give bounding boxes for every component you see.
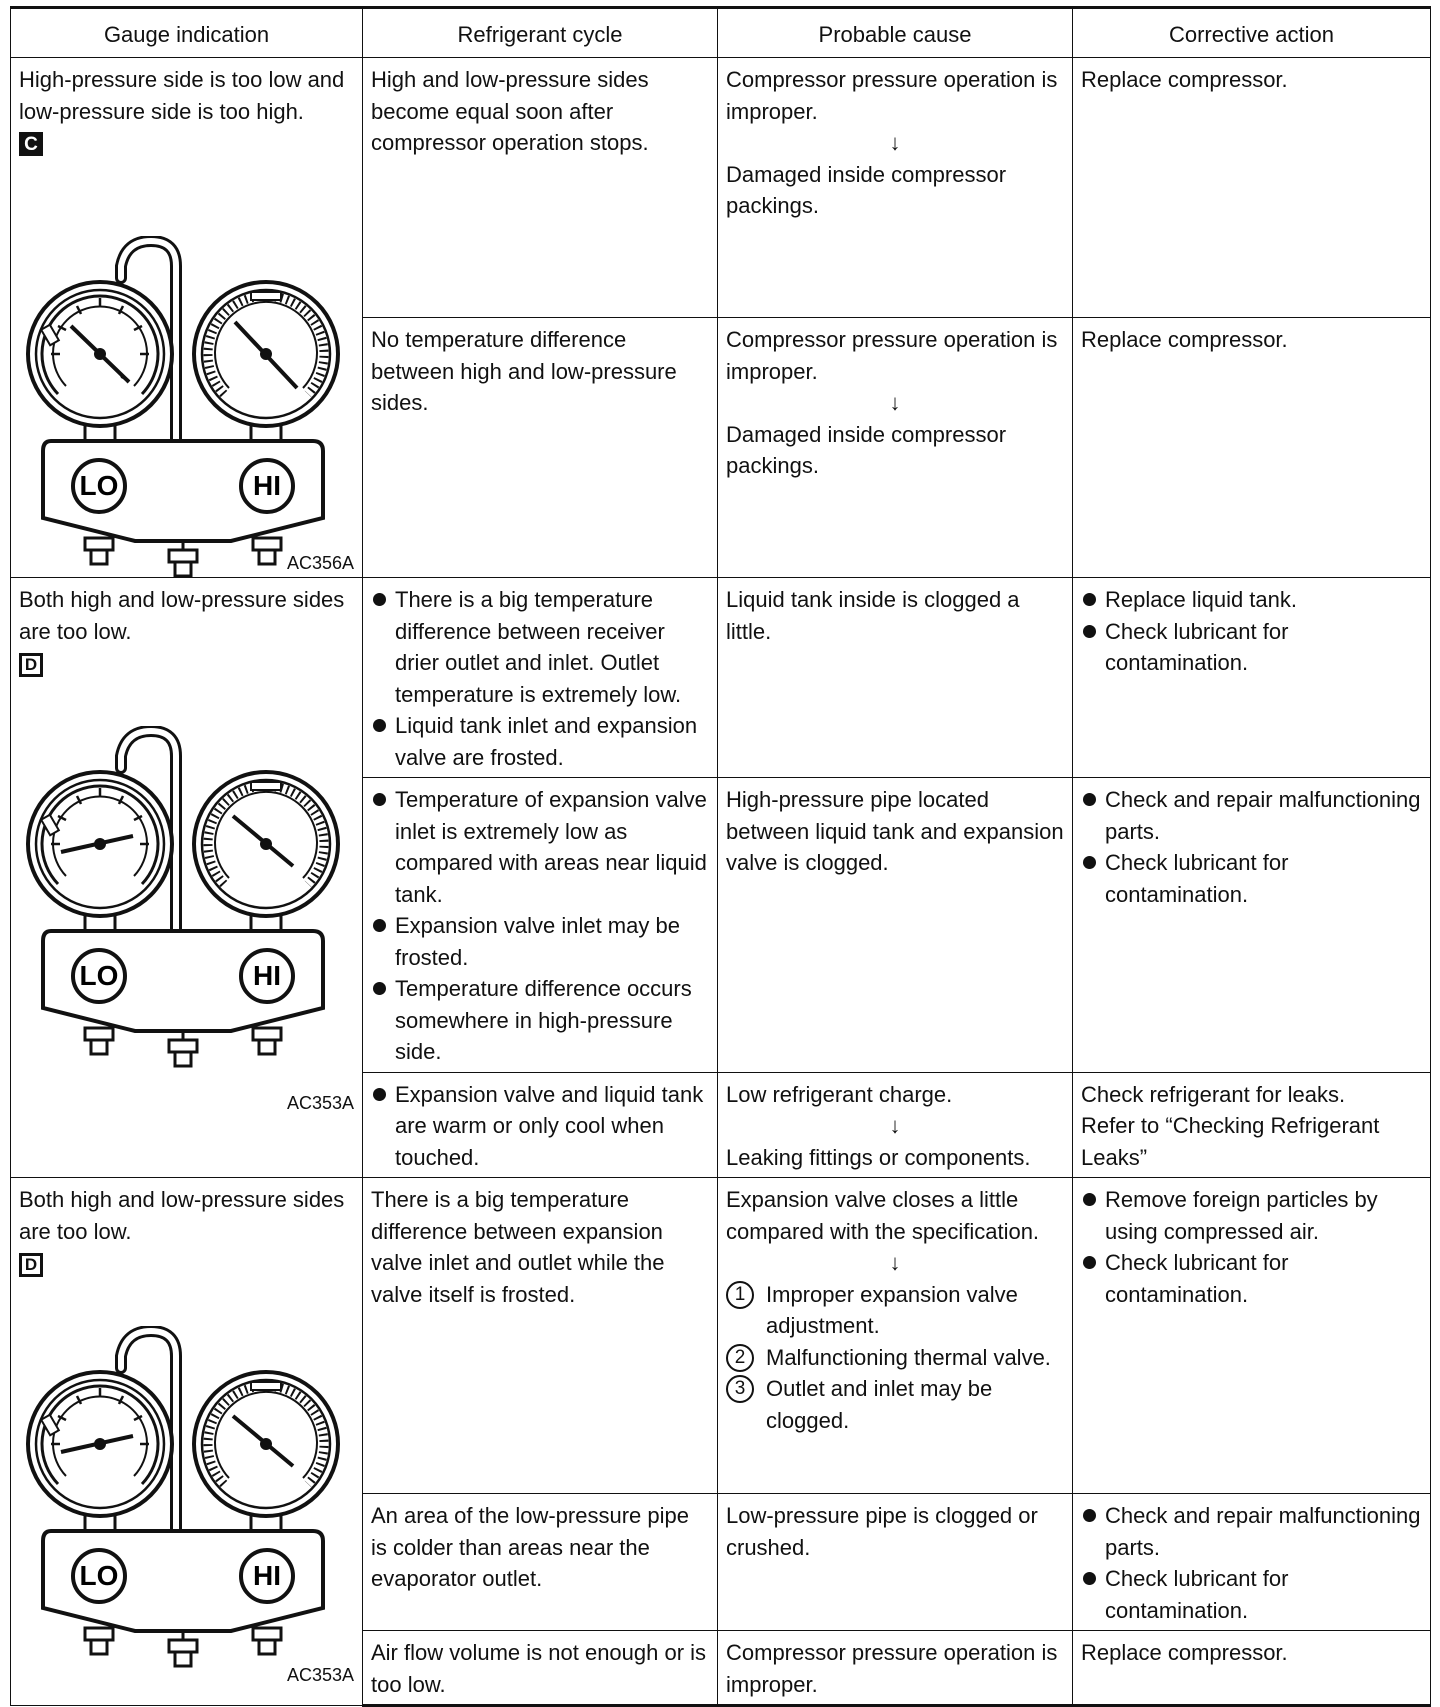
header-row xyxy=(11,8,1431,58)
gauge-indication-text: High-pressure side is too low and low-pressure side is too high. xyxy=(19,67,345,124)
cycle-cell xyxy=(363,778,718,1073)
gauge-manifold-icon xyxy=(21,726,345,1071)
cause-line: Compressor pressure operation is improper. xyxy=(726,327,1058,384)
list-item: Check and repair malfunctioning parts. xyxy=(1081,784,1422,847)
list-item xyxy=(726,1279,1064,1342)
cause-cell xyxy=(718,1072,1073,1178)
cause-cell xyxy=(718,58,1073,318)
cause-line: Damaged inside compressor packings. xyxy=(726,421,1007,478)
figure-code: AC353A xyxy=(286,1665,354,1685)
header-corrective-action: Corrective action xyxy=(1073,8,1431,58)
list-item xyxy=(726,1373,1064,1436)
gauge-indication-cell xyxy=(11,58,363,578)
cause-line: Low refrigerant charge. xyxy=(726,1081,953,1107)
down-arrow-icon: ↓ xyxy=(889,1113,901,1138)
header-probable-cause: Probable cause xyxy=(718,8,1073,58)
gauge-manifold-icon xyxy=(21,236,345,581)
list-item: Expansion valve and liquid tank are warm or only cool when touched. xyxy=(371,1079,709,1174)
action-cell: Replace compressor. xyxy=(1073,58,1431,318)
gauge-hi-label: HI xyxy=(253,960,281,991)
gauge-indication-text: Both high and low-pressure sides are too low. xyxy=(19,1187,345,1244)
table-row xyxy=(11,1178,1431,1494)
circled-number-icon: 1 xyxy=(726,1281,754,1309)
list-item: Check lubricant for contamination. xyxy=(1081,847,1422,910)
header-refrigerant-cycle: Refrigerant cycle xyxy=(363,8,718,58)
table-row xyxy=(11,58,1431,318)
gauge-hi-label: HI xyxy=(253,1560,281,1591)
action-cell xyxy=(1073,1494,1431,1631)
cycle-cell xyxy=(363,1072,718,1178)
gauge-lo-label: LO xyxy=(79,470,119,501)
troubleshooting-table xyxy=(10,6,1431,1707)
list-item: Liquid tank inlet and expansion valve are frosted. xyxy=(371,710,709,773)
figure-code: AC356A xyxy=(286,553,354,573)
gauge-indication-cell xyxy=(11,578,363,1178)
list-item: Replace liquid tank. xyxy=(1081,584,1422,616)
cause-line: Leaking fittings or components. xyxy=(726,1144,1031,1170)
action-cell: Replace compressor. xyxy=(1073,318,1431,578)
cause-cell xyxy=(718,318,1073,578)
cause-cell: High-pressure pipe located between liquid tank and expansion valve is clogged. xyxy=(718,778,1073,1073)
header-gauge-indication: Gauge indication xyxy=(11,8,363,58)
cycle-cell: There is a big temperature difference between expansion valve inlet and outlet while the valve itself is frosted. xyxy=(363,1178,718,1494)
list-item: Remove foreign particles by using compressed air. xyxy=(1081,1184,1422,1247)
list-item: Temperature difference occurs somewhere in high-pressure side. xyxy=(371,973,709,1068)
gauge-indication-text: Both high and low-pressure sides are too low. xyxy=(19,587,345,644)
action-cell: Replace compressor. xyxy=(1073,1631,1431,1706)
list-item: There is a big temperature difference between receiver drier outlet and inlet. Outlet temperature is extremely low. xyxy=(371,584,709,710)
circled-number-icon: 2 xyxy=(726,1344,754,1372)
list-item: Temperature of expansion valve inlet is extremely low as compared with areas near liquid tank. xyxy=(371,784,709,910)
gauge-indication-cell xyxy=(11,1178,363,1706)
cause-cell: Compressor pressure operation is improper. xyxy=(718,1631,1073,1706)
action-line: Refer to “Checking Refrigerant Leaks” xyxy=(1081,1113,1380,1170)
action-cell xyxy=(1073,1178,1431,1494)
cycle-cell: Air flow volume is not enough or is too low. xyxy=(363,1631,718,1706)
badge-c-icon: C xyxy=(19,132,43,156)
cause-cell xyxy=(718,1178,1073,1494)
list-item: Check lubricant for contamination. xyxy=(1081,1563,1422,1626)
action-cell xyxy=(1073,1072,1431,1178)
cycle-cell: An area of the low-pressure pipe is colder than areas near the evaporator outlet. xyxy=(363,1494,718,1631)
gauge-hi-label: HI xyxy=(253,470,281,501)
list-item: Check and repair malfunctioning parts. xyxy=(1081,1500,1422,1563)
list-item: Check lubricant for contamination. xyxy=(1081,616,1422,679)
cycle-cell: High and low-pressure sides become equal soon after compressor operation stops. xyxy=(363,58,718,318)
badge-d-icon: D xyxy=(19,1253,43,1277)
down-arrow-icon: ↓ xyxy=(889,390,901,415)
gauge-manifold-icon xyxy=(21,1326,345,1671)
cause-line: Compressor pressure operation is improper. xyxy=(726,67,1058,124)
list-item: Check lubricant for contamination. xyxy=(1081,1247,1422,1310)
gauge-lo-label: LO xyxy=(79,960,119,991)
table-row xyxy=(11,578,1431,778)
cause-cell: Low-pressure pipe is clogged or crushed. xyxy=(718,1494,1073,1631)
action-cell xyxy=(1073,778,1431,1073)
list-item-text: Improper expansion valve adjustment. xyxy=(766,1281,1018,1338)
circled-number-icon: 3 xyxy=(726,1375,754,1403)
list-item-text: Outlet and inlet may be clogged. xyxy=(766,1376,993,1433)
figure-code: AC353A xyxy=(286,1093,354,1113)
list-item-text: Malfunctioning thermal valve. xyxy=(766,1344,1051,1370)
down-arrow-icon: ↓ xyxy=(889,1250,901,1275)
list-item xyxy=(726,1342,1064,1374)
cause-line: Damaged inside compressor packings. xyxy=(726,161,1007,218)
cycle-cell: No temperature difference between high and low-pressure sides. xyxy=(363,318,718,578)
action-line: Check refrigerant for leaks. xyxy=(1081,1081,1346,1107)
badge-d-icon: D xyxy=(19,653,43,677)
down-arrow-icon: ↓ xyxy=(889,130,901,155)
cycle-cell xyxy=(363,578,718,778)
cause-cell: Liquid tank inside is clogged a little. xyxy=(718,578,1073,778)
gauge-lo-label: LO xyxy=(79,1560,119,1591)
list-item: Expansion valve inlet may be frosted. xyxy=(371,910,709,973)
action-cell xyxy=(1073,578,1431,778)
cause-line: Expansion valve closes a little compared with the specification. xyxy=(726,1187,1040,1244)
